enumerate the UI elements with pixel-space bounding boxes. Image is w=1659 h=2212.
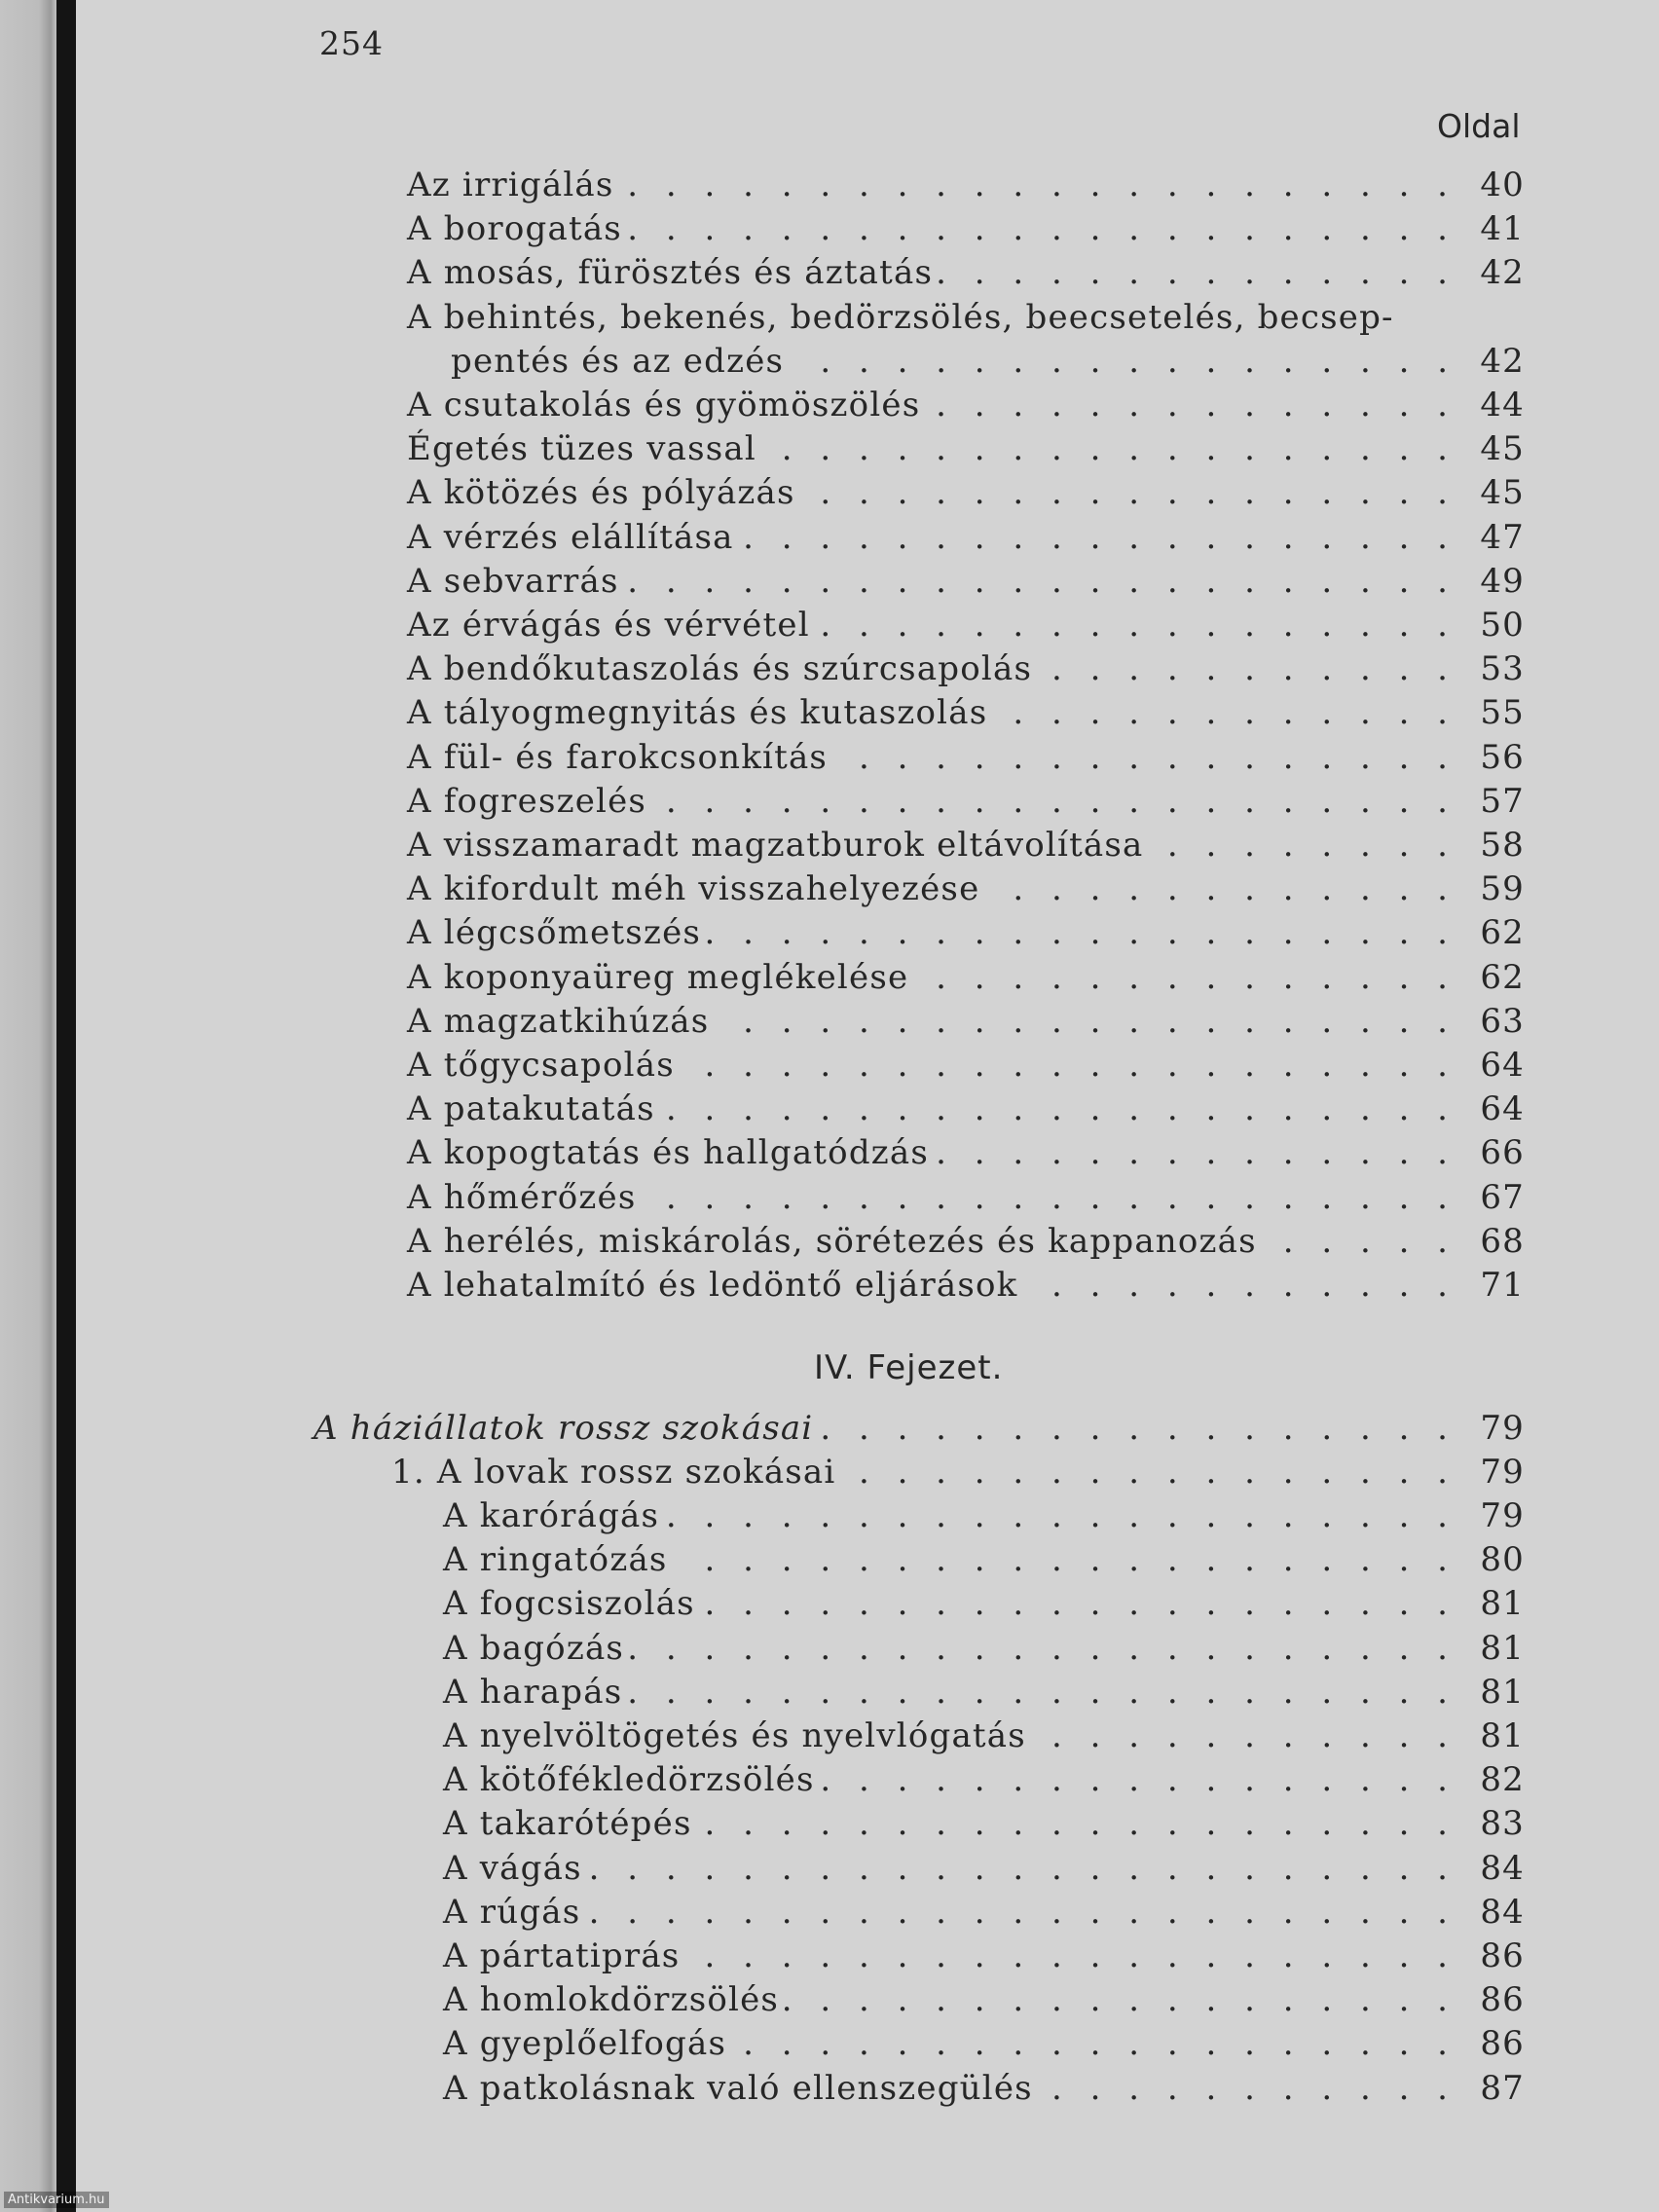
toc-entry-continuation: [451, 340, 1525, 383]
dot-leader: [588, 1847, 1456, 1890]
watermark: Antikvarium.hu: [4, 2192, 109, 2208]
dot-leader: [1039, 2067, 1456, 2110]
toc-entry-label: A fül- és farokcsonkítás: [407, 737, 829, 777]
toc-entry: [443, 1802, 1525, 1845]
toc-entry-page: 82: [1480, 1760, 1525, 1800]
dot-leader: [1263, 1220, 1456, 1263]
toc-entry-page: 45: [1480, 473, 1525, 513]
toc-entry: [407, 427, 1525, 470]
dot-leader: [1032, 1714, 1456, 1757]
toc-entry: [443, 1978, 1525, 2021]
dot-leader: [841, 1451, 1456, 1493]
toc-entry: [407, 1000, 1525, 1043]
dot-leader: [821, 1758, 1456, 1801]
toc-entry-label: A bagózás: [443, 1628, 625, 1668]
toc-entry-page: 42: [1480, 341, 1525, 381]
toc-entry-page: 68: [1480, 1221, 1525, 1261]
toc-entry-label: A csutakolás és gyömöszölés: [407, 386, 921, 424]
toc-entry: [407, 1044, 1525, 1087]
dot-leader: [833, 736, 1456, 779]
dot-leader: [674, 1538, 1456, 1581]
toc-entry-label: A patakutatás: [407, 1089, 655, 1129]
toc-entry-page: 41: [1480, 209, 1525, 249]
toc-entry: [407, 251, 1525, 294]
dot-leader: [715, 1000, 1456, 1043]
toc-entry-label: A vérzés elállítása: [407, 517, 734, 557]
toc-entry-label: Égetés tüzes vassal: [407, 429, 756, 469]
toc-entry: [443, 2067, 1525, 2110]
toc-entry-page: 50: [1480, 606, 1525, 645]
dot-leader: [628, 1671, 1456, 1714]
toc-entry-page: 62: [1480, 913, 1525, 953]
dot-leader: [816, 604, 1456, 646]
toc-entry: [443, 1494, 1525, 1537]
toc-entry-page: 55: [1480, 693, 1525, 733]
dot-leader: [985, 867, 1456, 910]
toc-entry: [407, 296, 1525, 339]
toc-entry-page: 81: [1480, 1584, 1525, 1624]
toc-entry: [443, 1538, 1525, 1581]
toc-entry: [407, 780, 1525, 823]
dot-leader: [914, 956, 1456, 999]
toc-entry-page: 86: [1480, 2024, 1525, 2064]
toc-entry-page: 62: [1480, 957, 1525, 997]
toc-entry-label: A kifordult méh visszahelyezése: [407, 869, 980, 909]
toc-entry-label: Az irrigálás: [407, 166, 614, 204]
dot-leader: [681, 1044, 1456, 1087]
dot-leader: [625, 560, 1456, 603]
toc-entry: [407, 1264, 1525, 1307]
dot-leader: [785, 1978, 1456, 2021]
toc-entry-page: 81: [1480, 1672, 1525, 1712]
toc-entry: [407, 647, 1525, 690]
toc-entry: [407, 471, 1525, 514]
toc-entry-label: A karórágás: [443, 1496, 660, 1535]
toc-entry-page: 45: [1480, 429, 1525, 469]
toc-entry-label: A kopogtatás és hallgatódzás: [407, 1133, 930, 1173]
page-column-header: Oldal: [1437, 107, 1521, 145]
toc-entry-label: A háziállatok rossz szokásai: [313, 1409, 814, 1448]
toc-entry-label: A bendőkutaszolás és szúrcsapolás: [407, 649, 1033, 689]
toc-entry: [443, 1627, 1525, 1670]
toc-entry-page: 80: [1480, 1540, 1525, 1580]
toc-entry: [407, 956, 1525, 999]
toc-entry: [407, 691, 1525, 734]
toc-entry-page: 84: [1480, 1848, 1525, 1888]
dot-leader: [926, 384, 1456, 426]
dot-leader: [993, 691, 1456, 734]
toc-entry-label: A tályogmegnyitás és kutaszolás: [407, 693, 988, 733]
toc-entry-label: A vágás: [443, 1848, 582, 1888]
dot-leader: [586, 1891, 1456, 1934]
toc-entry-label: A kötőfékledörzsölés: [443, 1760, 815, 1800]
toc-entry-page: 84: [1480, 1892, 1525, 1932]
toc-entry-page: 64: [1480, 1046, 1525, 1085]
toc-entry-page: 49: [1480, 561, 1525, 601]
toc-entry-page: 87: [1480, 2068, 1525, 2108]
dot-leader: [790, 340, 1456, 383]
toc-entry-label: A fogcsiszolás: [443, 1584, 695, 1624]
toc-entry-label: A magzatkihúzás: [407, 1001, 710, 1041]
toc-entry-label: A gyeplőelfogás: [443, 2024, 727, 2064]
toc-entry-page: 86: [1480, 1980, 1525, 2020]
toc-entry-label: A behintés, bekenés, bedörzsölés, beecsetelés, becsep-: [407, 297, 1394, 337]
dot-leader: [939, 251, 1456, 294]
toc-entry-page: 66: [1480, 1133, 1525, 1173]
toc-entry: [407, 867, 1525, 910]
toc-entry: [407, 164, 1525, 206]
toc-entry-label: A pártatiprás: [443, 1936, 681, 1975]
dot-leader: [685, 1935, 1456, 1977]
toc-entry-label: Az érvágás és vérvétel: [407, 606, 810, 645]
toc-entry-label: A herélés, miskárolás, sörétezés és kappanozás: [407, 1221, 1257, 1261]
toc-entry-page: 64: [1480, 1089, 1525, 1129]
toc-entry-page: 58: [1480, 826, 1525, 865]
toc-entry: [407, 1131, 1525, 1174]
dot-leader: [652, 780, 1456, 823]
toc-entry-page: 59: [1480, 869, 1525, 909]
dot-leader: [661, 1088, 1456, 1130]
toc-entry: [443, 1758, 1525, 1801]
dot-leader: [819, 1407, 1456, 1450]
dot-leader: [935, 1131, 1456, 1174]
toc-entry-page: 44: [1480, 386, 1525, 424]
toc-entry-page: 42: [1480, 253, 1525, 293]
toc-entry-label: A takarótépés: [443, 1804, 692, 1844]
toc-entry: [443, 1714, 1525, 1757]
toc-entry-page: 83: [1480, 1804, 1525, 1844]
toc-entry-page: 81: [1480, 1628, 1525, 1668]
toc-entry: [407, 516, 1525, 559]
toc-entry: [407, 1088, 1525, 1130]
toc-entry-label: A tőgycsapolás: [407, 1046, 675, 1085]
toc-entry-label: A lehatalmító és ledöntő eljárások: [407, 1266, 1018, 1305]
toc-entry-page: 56: [1480, 737, 1525, 777]
toc-entry-page: 57: [1480, 781, 1525, 821]
toc-entry-label: A kötözés és pólyázás: [407, 473, 795, 513]
toc-entry-label: A mosás, fürösztés és áztatás: [407, 253, 934, 293]
toc-entry-label: A homlokdörzsölés: [443, 1980, 780, 2020]
toc-entry: [407, 824, 1525, 866]
toc-entry-label: A rúgás: [443, 1892, 581, 1932]
toc-entry: [313, 1407, 1525, 1450]
dot-leader: [801, 471, 1456, 514]
toc-entry-page: 79: [1480, 1453, 1525, 1492]
toc-entry-label: A borogatás: [407, 209, 622, 249]
toc-entry-label: A harapás: [443, 1672, 623, 1712]
dot-leader: [665, 1494, 1456, 1537]
toc-entry-label: A hőmérőzés: [407, 1177, 637, 1217]
toc-entry-page: 67: [1480, 1177, 1525, 1217]
toc-entry-page: 79: [1480, 1409, 1525, 1448]
toc-entry-page: 79: [1480, 1496, 1525, 1535]
toc-entry: [407, 1220, 1525, 1263]
toc-entry: [407, 736, 1525, 779]
toc-entry-label: 1. A lovak rossz szokásai: [391, 1453, 836, 1492]
toc-entry: [407, 207, 1525, 250]
chapter-heading: IV. Fejezet.: [814, 1348, 1004, 1387]
toc-entry-page: 86: [1480, 1936, 1525, 1975]
toc-entry-page: 47: [1480, 517, 1525, 557]
toc-entry: [407, 384, 1525, 426]
toc-entry: [407, 604, 1525, 646]
page-number: 254: [319, 24, 384, 62]
toc-entry-page: 81: [1480, 1716, 1525, 1755]
toc-entry-label: A fogreszelés: [407, 781, 647, 821]
dot-leader: [1150, 824, 1456, 866]
dot-leader: [630, 1627, 1456, 1670]
toc-entry-label: A légcsőmetszés: [407, 913, 702, 953]
toc-entry: [443, 1847, 1525, 1890]
toc-entry-page: 71: [1480, 1266, 1525, 1305]
toc-entry: [443, 1671, 1525, 1714]
toc-entry-label: A visszamaradt magzatburok eltávolítása: [407, 826, 1144, 865]
dot-leader: [643, 1176, 1457, 1219]
toc-entry: [443, 1891, 1525, 1934]
book-spine: [0, 0, 58, 2212]
toc-entry-page: 53: [1480, 649, 1525, 689]
toc-entry-page: 63: [1480, 1001, 1525, 1041]
dot-leader: [732, 2022, 1456, 2065]
toc-entry: [407, 911, 1525, 954]
toc-entry: [407, 1176, 1525, 1219]
dot-leader: [762, 427, 1456, 470]
dot-leader: [1038, 647, 1456, 690]
toc-entry-label: A ringatózás: [443, 1540, 668, 1580]
dot-leader: [740, 516, 1456, 559]
dot-leader: [1023, 1264, 1456, 1307]
toc-entry-label: A sebvarrás: [407, 561, 619, 601]
toc-entry: [443, 1935, 1525, 1977]
toc-entry: [443, 2022, 1525, 2065]
toc-entry-label: pentés és az edzés: [451, 341, 785, 381]
dot-leader: [701, 1582, 1456, 1625]
toc-entry-page: 40: [1480, 166, 1525, 204]
toc-entry: [391, 1451, 1525, 1493]
toc-entry-label: A patkolásnak való ellenszegülés: [443, 2068, 1033, 2108]
toc-entry: [407, 560, 1525, 603]
dot-leader: [628, 207, 1456, 250]
dot-leader: [620, 164, 1456, 206]
toc-entry-label: A nyelvöltögetés és nyelvlógatás: [443, 1716, 1026, 1755]
toc-entry: [443, 1582, 1525, 1625]
dot-leader: [707, 911, 1456, 954]
dot-leader: [698, 1802, 1456, 1845]
toc-entry-label: A koponyaüreg meglékelése: [407, 957, 909, 997]
cover-edge: [56, 0, 76, 2212]
